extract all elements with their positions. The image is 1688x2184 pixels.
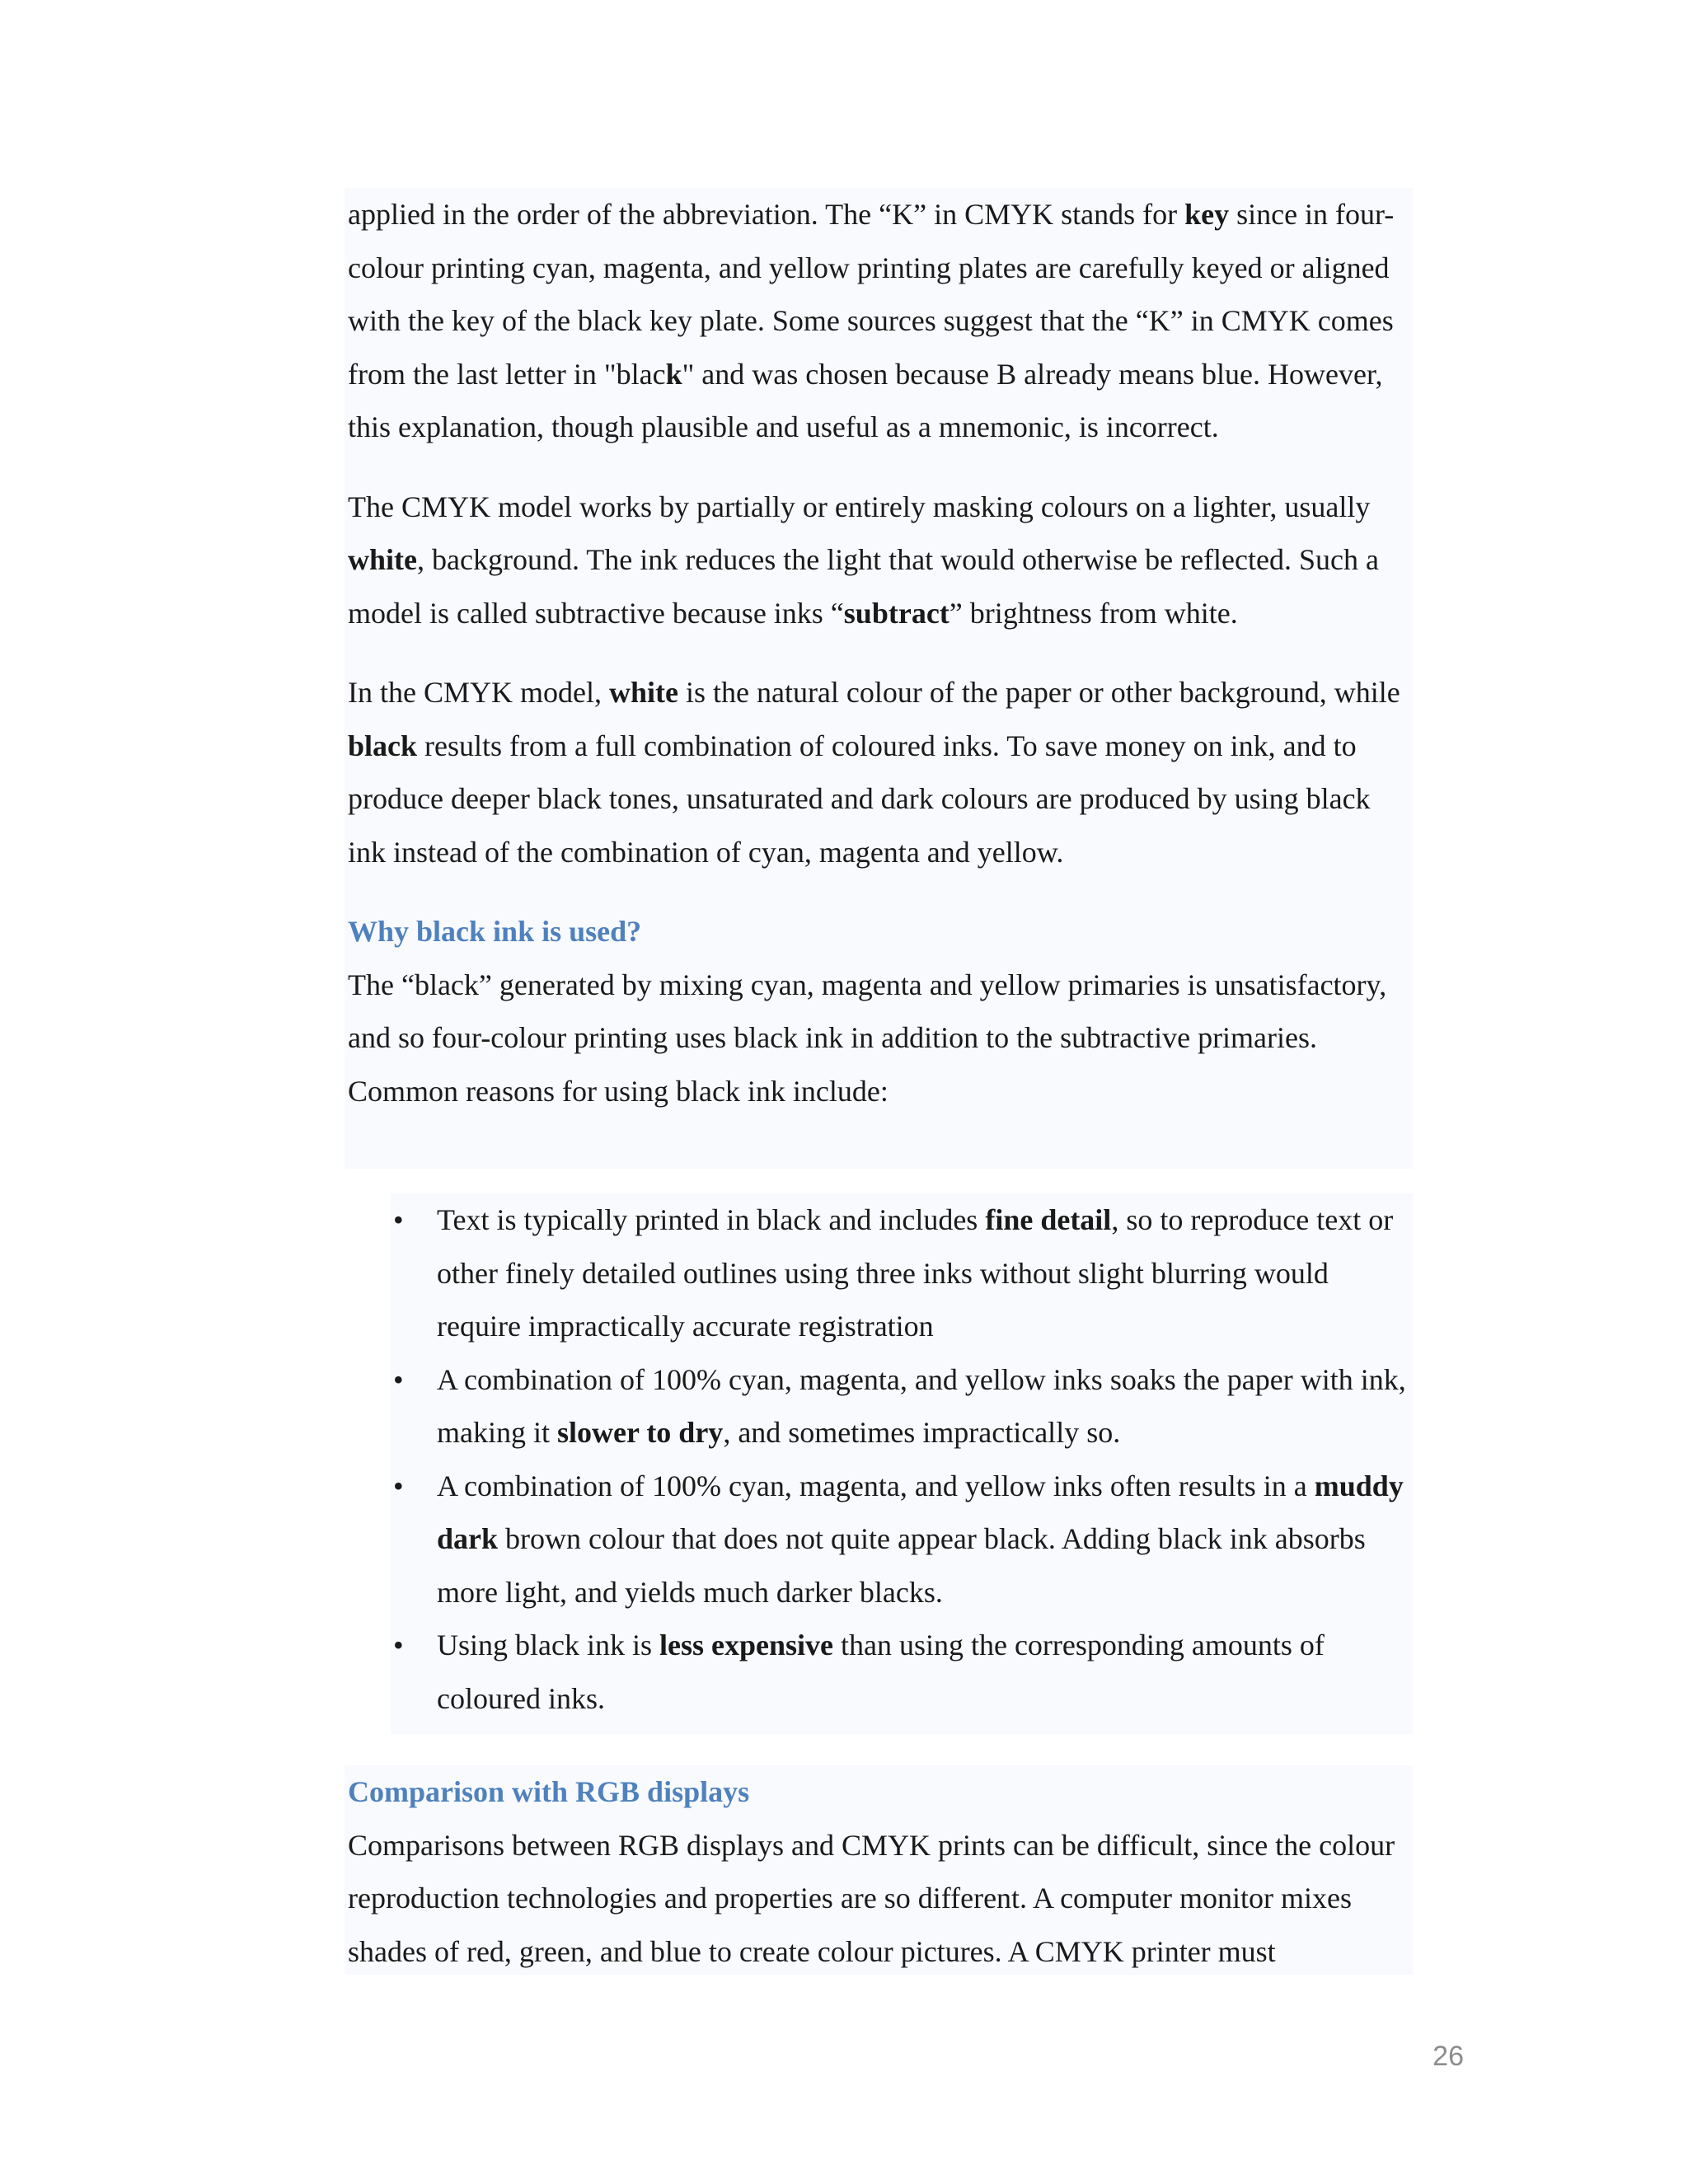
list-item (345, 1193, 1413, 1353)
bullet-icon: • (393, 1362, 404, 1396)
paragraph-white-black (348, 666, 1413, 879)
bold-text: fine detail (985, 1203, 1112, 1236)
text-block-main (345, 188, 1413, 1169)
list-item (345, 1353, 1413, 1460)
bullet-icon: • (393, 1203, 404, 1236)
bold-text: white (608, 676, 678, 709)
bullet-icon: • (393, 1469, 404, 1502)
text: In the CMYK model, (348, 676, 609, 709)
bold-text: subtract (843, 596, 950, 630)
bold-text: k (665, 357, 682, 391)
text: , so to reproduce text or other finely detailed outlines using three inks without slight blurring would require impractically accurate registration (437, 1203, 1394, 1343)
list-item (345, 1460, 1413, 1619)
bold-text: white (348, 543, 417, 576)
paragraph-rgb-comparison: Comparisons between RGB displays and CMYK prints can be difficult, since the colour reproduction technologies and properties are so different. A computer monitor mixes shades of red, green, and blue to create colour pictures. A CMYK printer must (348, 1828, 1395, 1968)
bold-text: slower to dry (557, 1416, 724, 1449)
text: Using black ink is (437, 1629, 659, 1661)
text: is the natural colour of the paper or other background, while (678, 676, 1400, 709)
section-heading-rgb-comparison: Comparison with RGB displays (348, 1775, 750, 1808)
list-item-text (437, 1203, 1393, 1343)
text: A combination of 100% cyan, magenta, and yellow inks often results in a (437, 1469, 1315, 1502)
paragraph-subtractive-model (348, 480, 1413, 640)
bold-text: muddy dark (437, 1469, 1404, 1555)
list-item (345, 1619, 1413, 1725)
reasons-list (345, 1193, 1413, 1725)
text: A combination of 100% cyan, magenta, and yellow inks soaks the paper with ink, making it (437, 1362, 1406, 1449)
text: The CMYK model works by partially or entirely masking colours on a lighter, usually (348, 490, 1371, 523)
text: applied in the order of the abbreviation. The “K” in CMYK stands for (348, 198, 1185, 231)
bold-text: black (348, 729, 418, 762)
list-item-text (437, 1469, 1404, 1609)
paragraph-key-explanation (348, 188, 1413, 454)
bullet-icon: • (393, 1629, 404, 1661)
page-number: 26 (1432, 2041, 1464, 2072)
text: results from a full combination of coloured inks. To save money on ink, and to produce deeper black tones, unsaturated and dark colours are produced by using black ink instead of the combination of cyan, magenta and yellow. (348, 729, 1371, 869)
list-item-text (437, 1363, 1406, 1450)
bullet-list-block (391, 1193, 1413, 1734)
text: , and sometimes impractically so. (723, 1416, 1121, 1449)
section-heading-why-black-ink: Why black ink is used? (348, 915, 642, 948)
text: ” brightness from white. (949, 596, 1238, 630)
bold-text: key (1184, 198, 1230, 231)
text: since in four-colour printing cyan, magenta, and yellow printing plates are carefully keyed or aligned with the key of the black key plate. Some sources suggest that the “K” in CMYK comes from the last letter in "blac (348, 198, 1395, 391)
text: than using the corresponding amounts of coloured inks. (437, 1629, 1325, 1715)
list-item-text (437, 1629, 1325, 1715)
text: Text is typically printed in black and includes (437, 1203, 986, 1236)
text: brown colour that does not quite appear black. Adding black ink absorbs more light, and yields much darker blacks. (437, 1522, 1366, 1609)
text-block-rgb-comparison (345, 1765, 1413, 1975)
text: " and was chosen because B already means blue. However, this explanation, though plausible and useful as a mnemonic, is incorrect. (348, 357, 1383, 443)
bold-text: less expensive (659, 1629, 833, 1661)
text: , background. The ink reduces the light that would otherwise be reflected. Such a model is called subtractive because inks “ (348, 543, 1379, 630)
paragraph-black-ink-intro: The “black” generated by mixing cyan, magenta and yellow primaries is unsatisfactory, and so four-colour printing uses black ink in addition to the subtractive primaries. Common reasons for using black ink include: (348, 968, 1387, 1108)
